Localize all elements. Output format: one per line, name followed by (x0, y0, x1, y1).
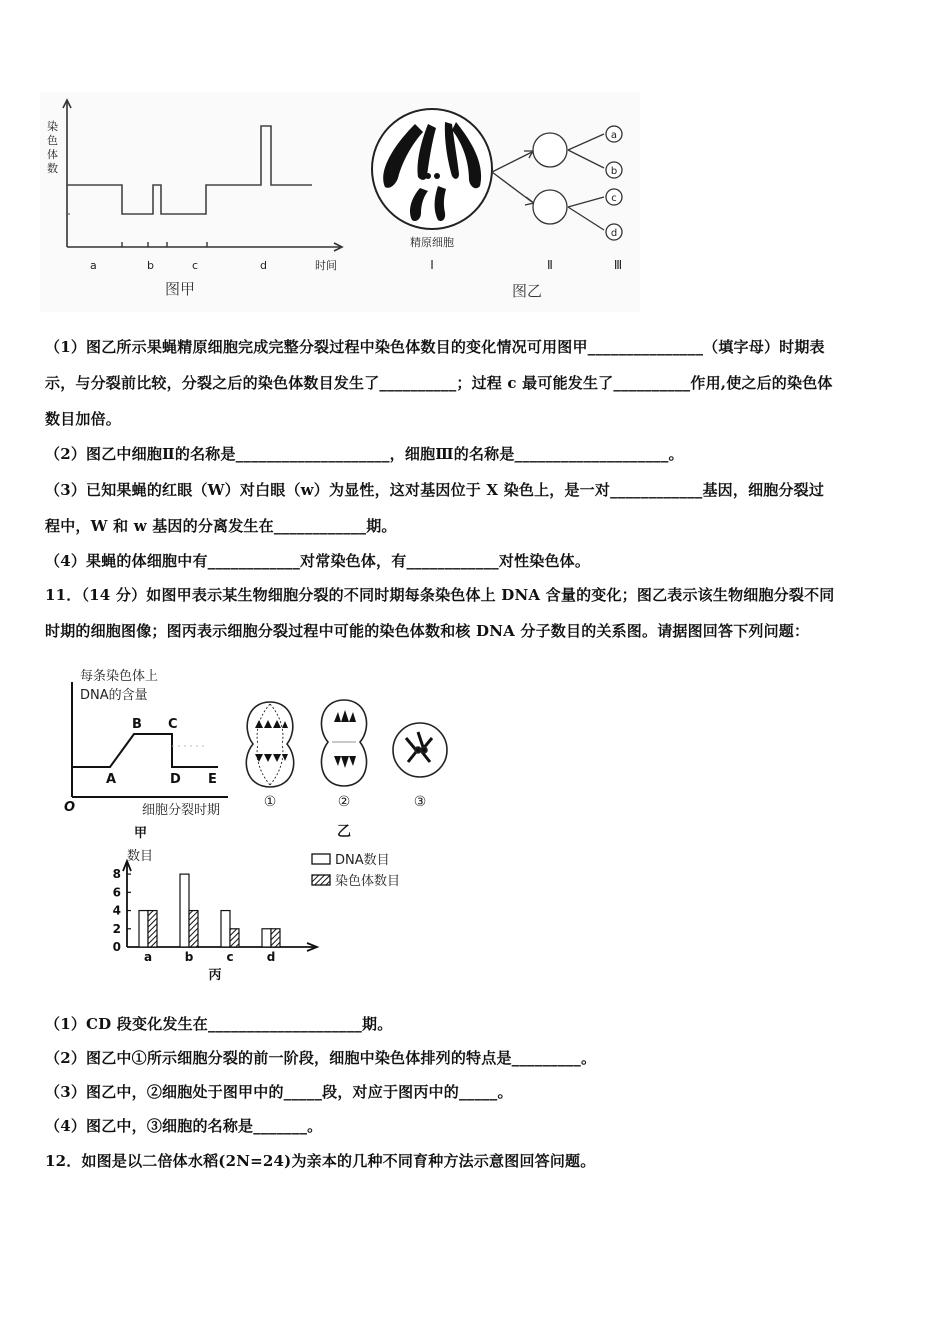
jia-ylabel-char: 色 (47, 134, 58, 147)
q11-jia-point-label: D (170, 772, 181, 787)
chart-ytick-label: 0 (112, 940, 121, 954)
q11-cell-2 (321, 700, 366, 786)
chart-category-label: a (143, 950, 153, 964)
q11-jia-xlabel: 细胞分裂时期 (142, 803, 221, 818)
q10-line-2: 示，与分裂前比较，分裂之后的染色体数目发生了__________；过程 c 最可能发生了__________作用,使之后的染色体 (45, 374, 833, 392)
chart-category-label: c (226, 950, 234, 964)
q11-chart-bing (105, 845, 435, 985)
yi-product-label: b (610, 166, 618, 177)
q11-jia-dna-line (72, 734, 218, 767)
jia-tick-label: c (192, 259, 199, 272)
q11-stem-line-2: 时期的细胞图像；图丙表示细胞分裂过程中可能的染色体数和核 DNA 分子数目的关系图。请据图回答下列问题： (45, 622, 810, 640)
jia-tick-label: b (147, 259, 154, 272)
jia-ylabel-char: 体 (47, 148, 58, 161)
legend-swatch-dna (312, 854, 330, 864)
bar-dna-a (139, 911, 148, 947)
legend-label-chromosome: 染色体数目 (335, 874, 401, 889)
q12-stem: 12．如图是以二倍体水稻(2N=24)为亲本的几种不同育种方法示意图回答问题。 (45, 1152, 596, 1170)
q11-jia-point-label: A (106, 772, 117, 787)
q11-figure-jia-yi (58, 662, 478, 842)
q10-line-6: 程中，W 和 w 基因的分离发生在____________期。 (45, 517, 397, 535)
chart-category-label: d (266, 950, 276, 964)
jia-tick-label: a (90, 259, 97, 272)
chart-category-label: b (184, 950, 194, 964)
chart-title: 丙 (208, 968, 222, 983)
legend-swatch-chromosome (312, 875, 330, 885)
q11-yi-cell-label: ② (337, 794, 351, 810)
q11-jia-ylabel-1: 每条染色体上 (80, 669, 159, 684)
chart-legend (312, 852, 400, 889)
q11-yi-caption: 乙 (337, 824, 351, 840)
yi-caption: 图乙 (512, 282, 543, 300)
yi-cell-label: 精原细胞 (410, 236, 454, 249)
q10-line-3: 数目加倍。 (45, 410, 122, 428)
q11-yi-cell-label: ① (263, 794, 277, 810)
q11-sub-1: （1）CD 段变化发生在____________________期。 (45, 1015, 393, 1033)
bar-chromosome-c (230, 929, 239, 947)
q11-jia-point-label: B (132, 717, 142, 732)
q10-line-4: （2）图乙中细胞Ⅱ的名称是____________________，细胞Ⅲ的名称是____________________。 (45, 445, 684, 463)
jia-tick-label: d (260, 259, 267, 272)
q11-sub-3: （3）图乙中，②细胞处于图甲中的_____段，对应于图丙中的_____。 (45, 1083, 513, 1101)
yi-sperm-mother-cell (372, 109, 492, 229)
yi-product-label: a (610, 130, 618, 141)
jia-ylabel-char: 数 (47, 162, 58, 175)
q11-cell-3 (393, 723, 447, 777)
bar-chromosome-d (271, 929, 280, 947)
yi-stage-label: Ⅰ (430, 258, 434, 272)
figure-top (40, 92, 640, 312)
q11-cell-1 (246, 702, 293, 787)
jia-ylabel-char: 染 (47, 120, 58, 133)
q11-sub-2: （2）图乙中①所示细胞分裂的前一阶段，细胞中染色体排列的特点是_________。 (45, 1049, 597, 1067)
q10-line-1: （1）图乙所示果蝇精原细胞完成完整分裂过程中染色体数目的变化情况可用图甲_______________（填字母）时期表 (45, 338, 825, 356)
chart-ytick-label: 4 (112, 903, 121, 918)
yi-product-label: d (610, 228, 618, 239)
bar-chromosome-b (189, 911, 198, 947)
q10-line-5: （3）已知果蝇的红眼（W）对白眼（w）为显性，这对基因位于 X 染色上，是一对____________基因，细胞分裂过 (45, 481, 825, 499)
legend-label-dna: DNA数目 (335, 853, 390, 868)
chart-ytick-label: 6 (112, 885, 121, 900)
yi-stage-label: Ⅱ (547, 258, 553, 272)
chart-ylabel: 数目 (127, 849, 154, 864)
q11-jia-point-label: E (208, 772, 217, 787)
q11-jia-ylabel-2: DNA的含量 (80, 688, 148, 703)
yi-stage-label: Ⅲ (613, 258, 623, 272)
bar-chromosome-a (148, 911, 157, 947)
jia-time-label: 时间 (315, 259, 337, 272)
q11-jia-caption: 甲 (134, 826, 148, 841)
q11-stem-line-1: 11．（14 分）如图甲表示某生物细胞分裂的不同时期每条染色体上 DNA 含量的变化；图乙表示该生物细胞分裂不同 (45, 586, 835, 604)
bar-dna-b (180, 874, 189, 947)
q11-yi-cell-label: ③ (413, 794, 427, 810)
q10-line-7: （4）果蝇的体细胞中有____________对常染色体，有____________对性染色体。 (45, 552, 591, 570)
yi-product-label: c (611, 193, 617, 204)
bar-dna-c (221, 911, 230, 947)
q11-jia-point-label: C (168, 717, 178, 732)
chart-ytick-label: 2 (112, 921, 121, 936)
q11-jia-origin-label: O (64, 800, 76, 815)
bar-dna-d (262, 929, 271, 947)
jia-caption: 图甲 (165, 280, 196, 298)
q11-sub-4: （4）图乙中，③细胞的名称是_______。 (45, 1117, 323, 1135)
chart-ytick-label: 8 (112, 867, 121, 882)
